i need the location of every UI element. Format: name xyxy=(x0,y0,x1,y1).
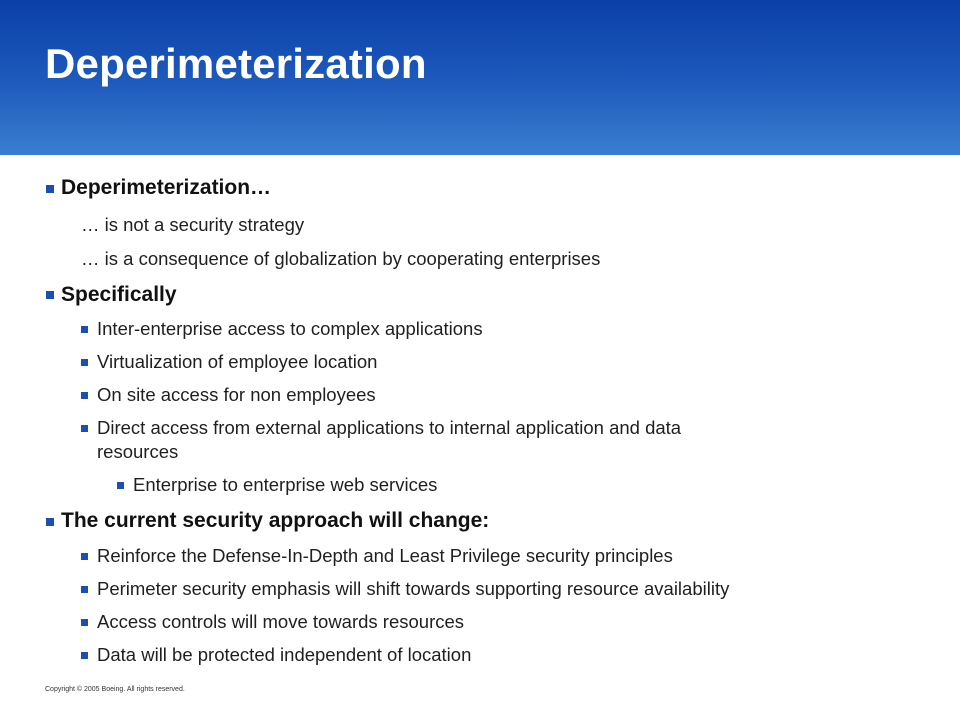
sub-item: Perimeter security emphasis will shift towards supporting resource availability xyxy=(97,578,730,599)
sub-sub-bullet-marker xyxy=(117,482,124,489)
sub-item: Virtualization of employee location xyxy=(97,351,378,372)
bullet-marker xyxy=(46,291,54,299)
sub-item: Reinforce the Defense-In-Depth and Least Privilege security principles xyxy=(97,545,673,566)
sub-sub-item: Enterprise to enterprise web services xyxy=(133,474,438,495)
sub-bullet-marker xyxy=(81,586,88,593)
bullet-heading-deperimeterization: Deperimeterization… xyxy=(61,176,272,199)
bullet-heading-specifically: Specifically xyxy=(61,283,177,306)
bullet-heading-security-approach: The current security approach will change: xyxy=(61,509,490,532)
bullet-marker xyxy=(46,518,54,526)
sub-item-continuation: resources xyxy=(97,441,179,462)
sub-item: … is not a security strategy xyxy=(81,214,305,235)
bullet-marker xyxy=(46,185,54,193)
sub-item: On site access for non employees xyxy=(97,384,376,405)
sub-item: Inter-enterprise access to complex applications xyxy=(97,318,483,339)
sub-bullet-marker xyxy=(81,359,88,366)
slide-title: Deperimeterization xyxy=(45,40,427,87)
sub-bullet-marker xyxy=(81,553,88,560)
sub-bullet-marker xyxy=(81,425,88,432)
sub-bullet-marker xyxy=(81,652,88,659)
sub-bullet-marker xyxy=(81,326,88,333)
sub-item: … is a consequence of globalization by cooperating enterprises xyxy=(81,248,601,269)
copyright-footer: Copyright © 2005 Boeing. All rights reserved. xyxy=(45,686,185,693)
sub-bullet-marker xyxy=(81,619,88,626)
sub-item: Data will be protected independent of location xyxy=(97,644,472,665)
sub-item: Direct access from external applications to internal application and data xyxy=(97,417,682,438)
sub-item: Access controls will move towards resources xyxy=(97,611,465,632)
sub-bullet-marker xyxy=(81,392,88,399)
